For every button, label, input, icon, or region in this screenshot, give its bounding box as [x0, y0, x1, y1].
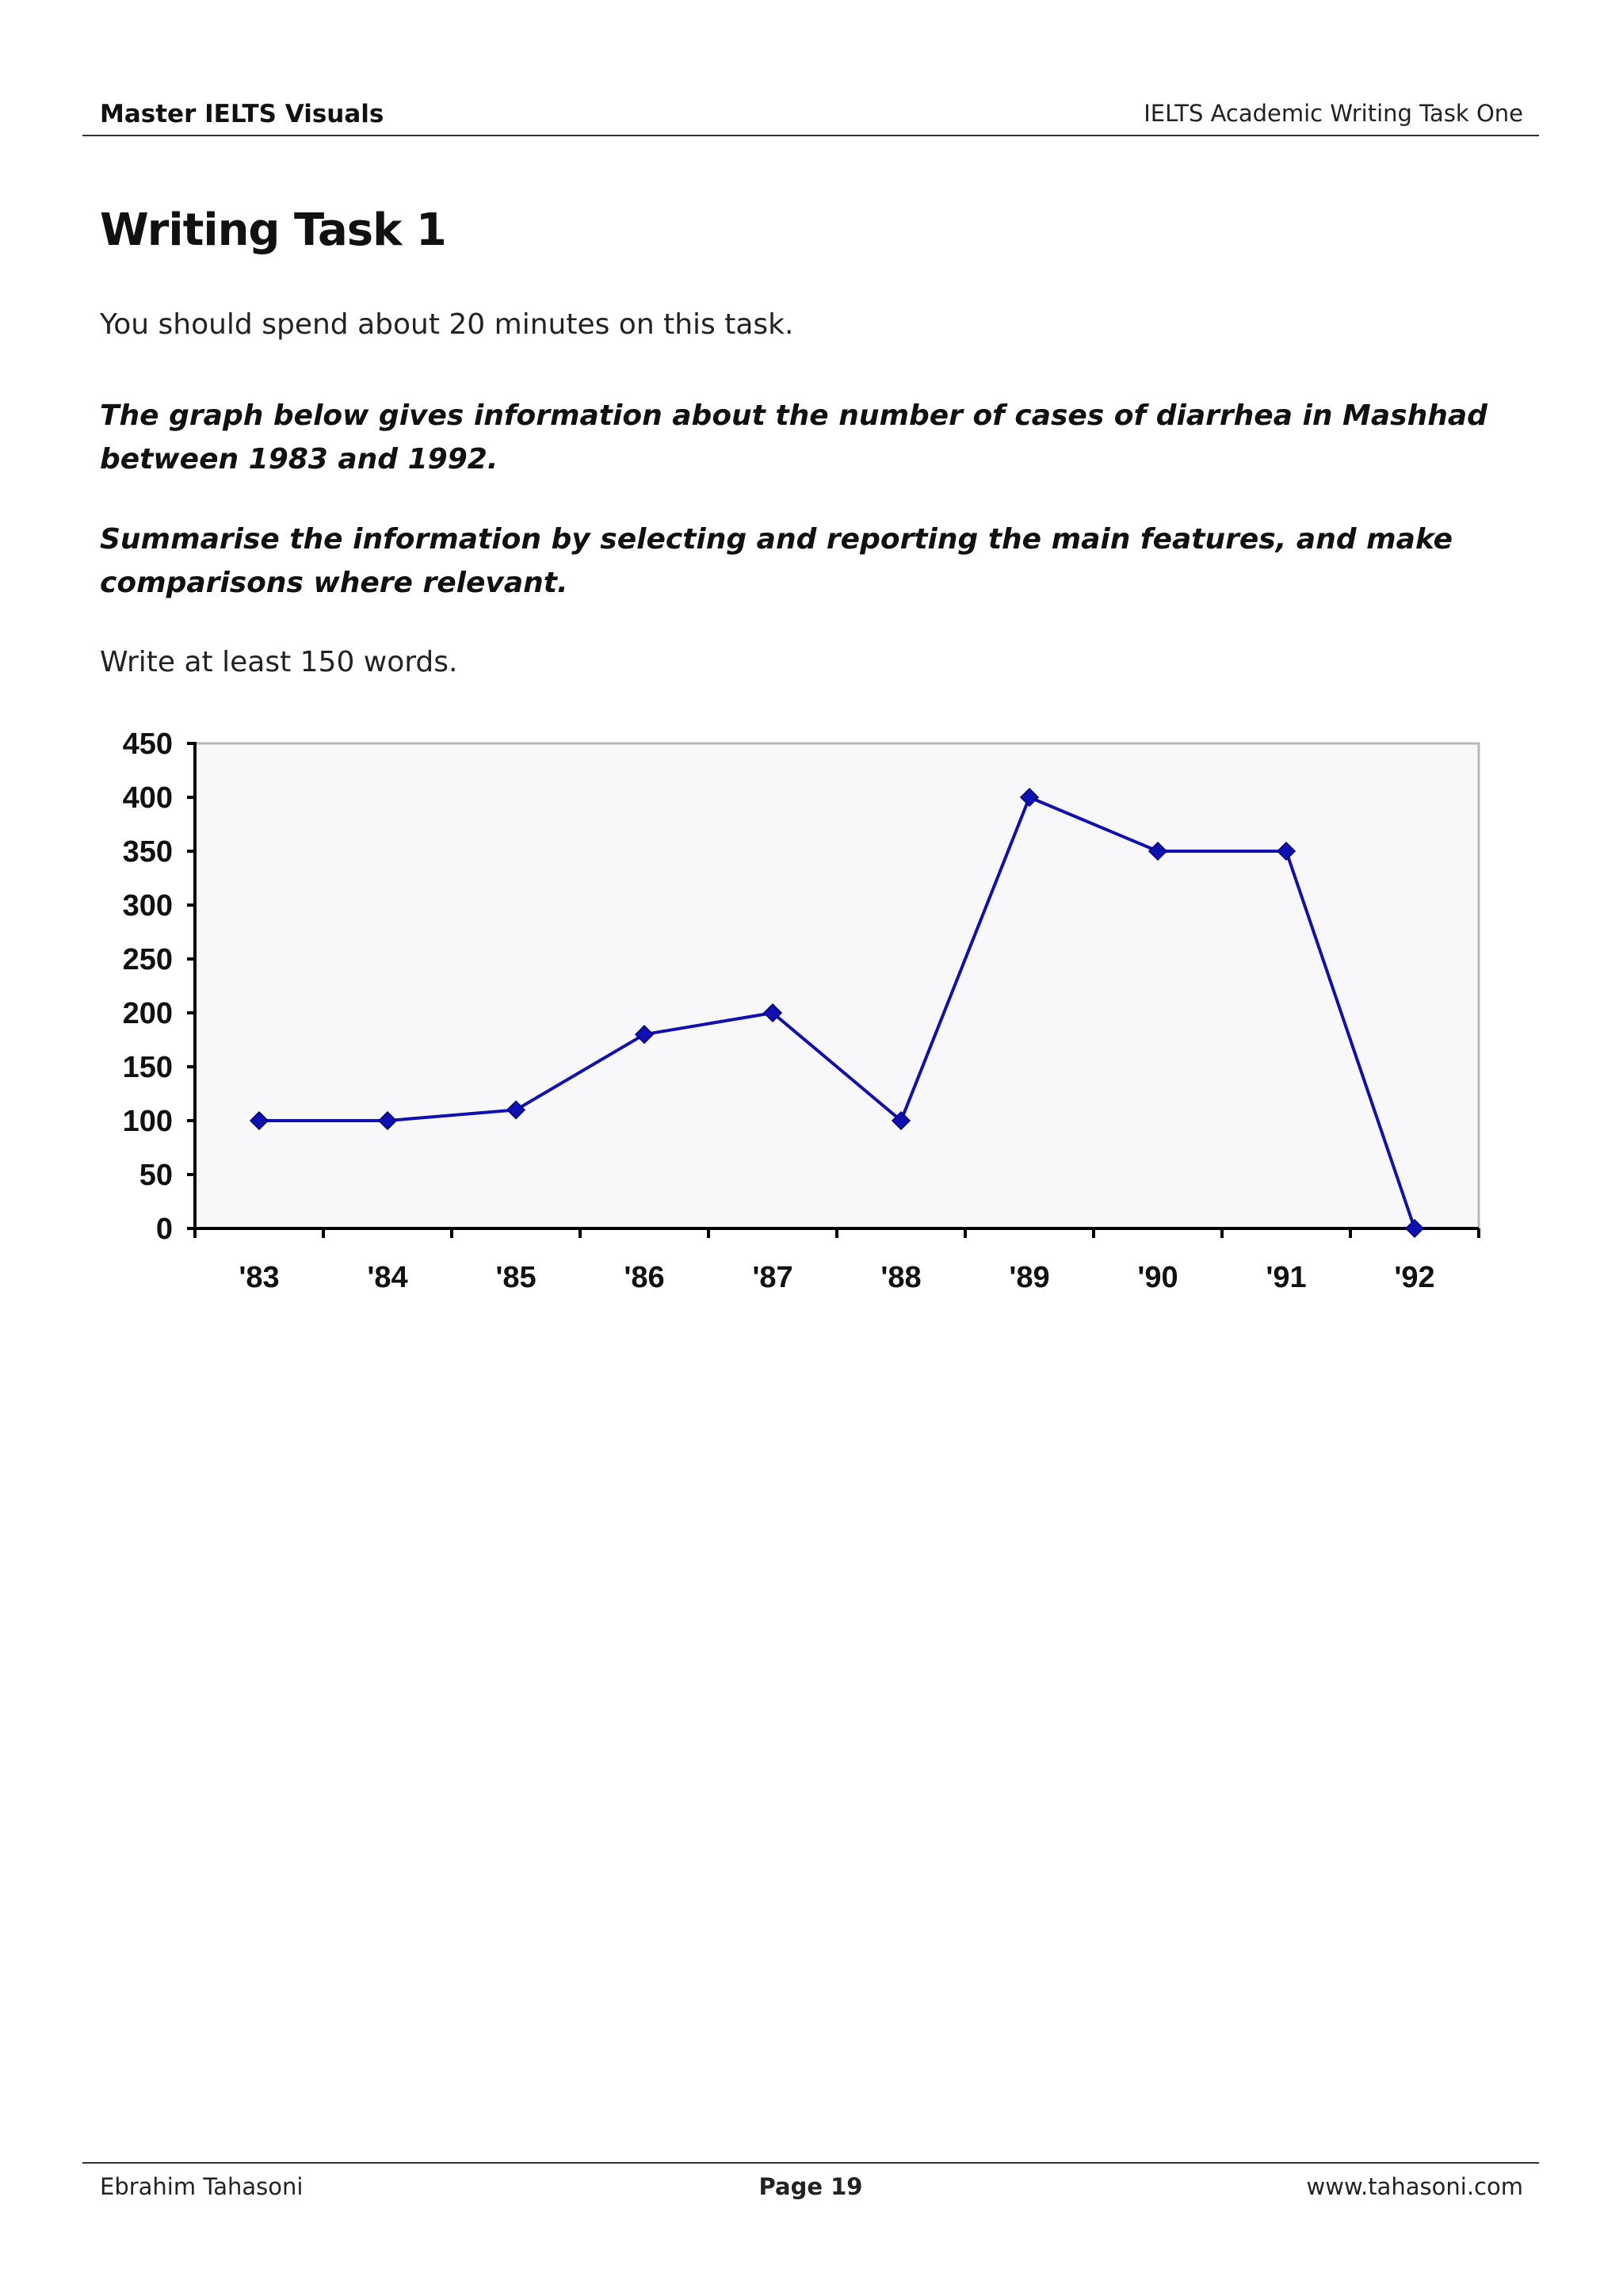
time-instruction: You should spend about 20 minutes on this task. — [100, 308, 794, 341]
x-tick-label: '87 — [752, 1261, 793, 1294]
footer-website: www.tahasoni.com — [1306, 2173, 1523, 2200]
page-footer — [82, 2162, 1539, 2211]
x-tick-label: '90 — [1137, 1261, 1178, 1294]
x-tick-label: '83 — [239, 1261, 280, 1294]
summarise-instruction: Summarise the information by selecting and reporting the main features, and make comparisons where relevant. — [100, 523, 1453, 599]
x-tick-label: '92 — [1394, 1261, 1435, 1294]
y-tick-label: 300 — [122, 889, 173, 923]
chart-svg — [82, 713, 1525, 1316]
task-prompt: The graph below gives information about the number of cases of diarrhea in Mashhad between 1983 and 1992. — [100, 399, 1487, 476]
x-tick-label: '84 — [367, 1261, 408, 1294]
page-header — [82, 94, 1539, 136]
x-tick-label: '88 — [880, 1261, 922, 1294]
x-tick-label: '89 — [1009, 1261, 1050, 1294]
y-tick-label: 400 — [122, 781, 173, 815]
y-tick-label: 250 — [122, 943, 173, 976]
x-tick-label: '91 — [1266, 1261, 1307, 1294]
y-tick-label: 350 — [122, 835, 173, 869]
header-section-title: IELTS Academic Writing Task One — [1144, 100, 1523, 127]
word-count-instruction: Write at least 150 words. — [100, 646, 458, 678]
line-chart — [82, 713, 1525, 1316]
x-tick-label: '86 — [624, 1261, 665, 1294]
footer-author: Ebrahim Tahasoni — [100, 2173, 304, 2200]
y-tick-label: 200 — [122, 997, 173, 1030]
y-tick-label: 0 — [155, 1213, 173, 1246]
plot-area — [195, 743, 1479, 1228]
page-title: Writing Task 1 — [100, 204, 446, 256]
y-tick-label: 100 — [122, 1105, 173, 1138]
y-tick-label: 450 — [122, 728, 173, 761]
header-book-title: Master IELTS Visuals — [100, 100, 384, 128]
y-tick-label: 50 — [139, 1159, 173, 1192]
x-tick-label: '85 — [495, 1261, 537, 1294]
footer-page-number: Page 19 — [758, 2173, 863, 2200]
y-tick-label: 150 — [122, 1051, 173, 1084]
